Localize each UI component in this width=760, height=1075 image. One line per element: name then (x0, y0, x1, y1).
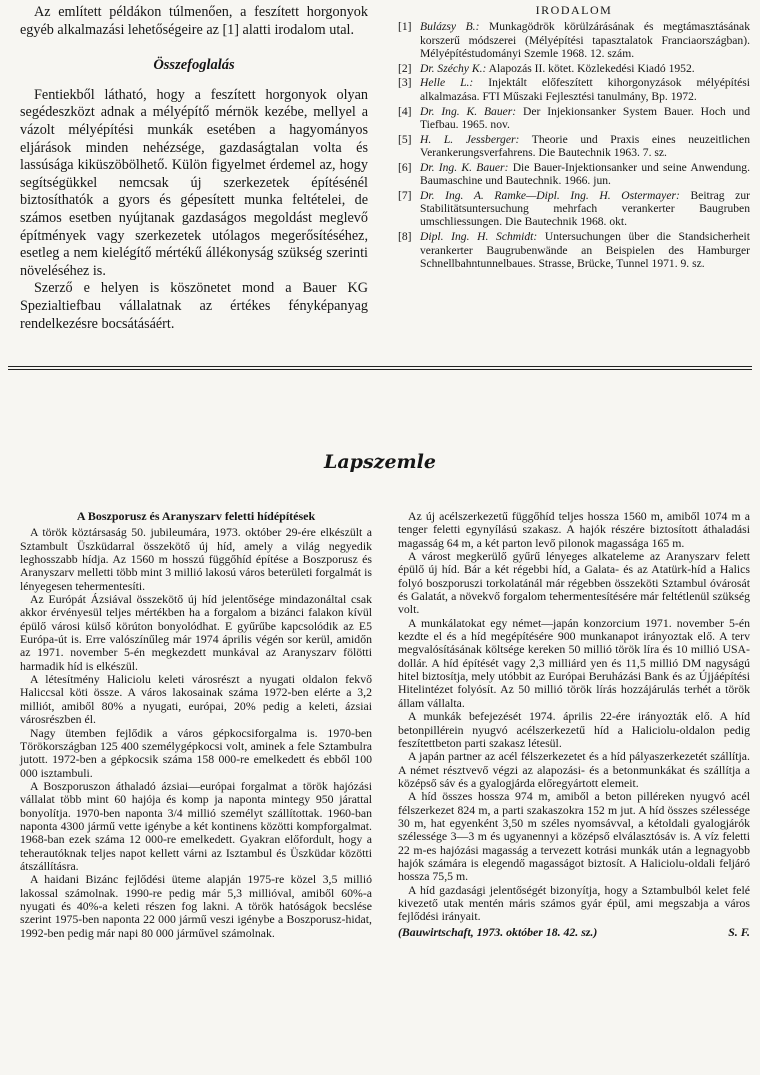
closing-paragraph: Az említett példákon túlmenően, a feszített horgonyok egyéb alkalmazási lehetőségeire az [1] alatti irodalom utal. (20, 4, 368, 38)
author-initials: S. F. (728, 924, 750, 939)
article-paragraph: A híd gazdasági jelentőségét bizonyítja, hogy a Sztambulból kelet felé kivezető utak mentén máris számos gyár épül, ami megszabja a város fejlődési irányait. (398, 882, 750, 924)
article-paragraph: A japán partner az acél félszerkezetet és a híd pályaszerkezetét szállítja. A német résztvevő végzi az alapozási- és a betonmunkákat és szállítja a középső sáv és a gyalogjárda előregyártott elemeit. (398, 749, 750, 790)
article-paragraph: Nagy ütemben fejlődik a város gépkocsiforgalma is. 1970-ben Törökországban 125 400 személygépkocsi volt, aminek a fele Sztambulra jutott. 1972-ben a gépkocsik száma 158 000-re emelkedett és ebből 100 000 isztambuli. (20, 725, 372, 780)
reference-text (420, 189, 750, 229)
article-right-body (398, 510, 750, 924)
reference-text (420, 76, 750, 103)
reference-body: Munkagödrök körülzárásának és megtámasztásának korszerű módszerei (Mélyépítési tapasztalatok Franciaországban). Mélyépítéstudományi Szemle 1968. 12. szám. (420, 20, 750, 60)
reference-body: Beitrag zur Stabilitätsuntersuchung mehrfach verankerter Baugruben umschliessungen. Die Bautechnik 1968. okt. (420, 188, 750, 229)
summary-heading: Összefoglalás (153, 57, 235, 74)
acknowledgement-paragraph: Szerző e helyen is köszönetet mond a Bauer KG Spezialtiefbau vállalatnak az értékes fényképanyag rendelkezésre bocsátásáért. (20, 280, 368, 332)
reference-number: [4] (398, 104, 412, 118)
references-title: IRODALOM (535, 3, 613, 17)
article-left-body (20, 526, 372, 940)
article-paragraph: A haidani Bizánc fejlődési üteme alapján 1975-re közel 3,5 millió lakossal számolnak. 1990-re pedig már 5,3 millióval, amiből 60%-a nyugati és 40%-a keleti részen fog lakni. A török hatóságok becslése szerint 1975-ben naponta 22 000 jármű veszi igénybe a Boszporusz-hidat, 1992-ben pedig már napi 80 000 járművel számolnak. (20, 872, 372, 940)
reference-author: Dipl. Ing. H. Schmidt: (420, 230, 538, 244)
references-column (398, 4, 750, 272)
reference-text (420, 230, 750, 270)
summary-paragraph: Fentiekből látható, hogy a feszített horgonyok olyan segédeszközt adnak a mélyépítő mérnök kezébe, mellyel a vázolt mélyépítési munkák esetében a hagyományos eljárások minden nehézsége, gazdaságtalan volta és lassúsága kiküszöbölhető. Külön figyelmet érdemel az, hogy segítségükkel nemcsak új szerkezetek építésénél biztosíthatók a gyors és gépesített munka feltételei, de számos esetben nyújtanak gazdaságos megoldást meglevő építmények vagy szerkezetek utólagos megerősítéséhez, esetleg a nem kielégítő mértékű állékonyság szükség szerinti növeléséhez is. (20, 86, 368, 279)
article-paragraph: Az Európát Ázsiával összekötő új híd jelentősége mindazonáltal csak akkor érvényesül teljes mértékben ha a forgalom a bizánci falakon kívül épülő városi külső körúton bonyolódhat. E gyűrűbe kapcsolódik az E5 Európa-út is. Erre valószínűleg már 1974 április végén sor kerül, amidőn az 1971. november 5-én megkezdett munkával az Aranyszarv fölötti harmadik híd is elkészül. (20, 592, 372, 673)
reference-author: Dr. Széchy K.: (420, 61, 487, 75)
article-right-column (398, 510, 750, 939)
article-paragraph: A híd összes hossza 974 m, amiből a beton pilléreken nyugvó acél félszerkezet 824 m, a parti szakaszokra 152 m jut. A híd összes szélessége 30 m, hat egyenként 3,50 m széles nyomsávval, a kétoldali gyalogjárók szélessége 3—3 m és ugyanennyi a középső elválasztósáv is. A víz feletti 22 m-es hajózási magasság a tervezett kotrási munkák után a legnagyobb hajók számára is elegendő magasságot biztosít. A Haliciolu-oldali feljáró hossza 75,5 m. (398, 789, 750, 884)
reference-body: Die Bauer-Injektionsanker und seine Anwendung. Baumaschine und Bautechnik. 1966. jun. (420, 160, 750, 188)
reference-item (398, 105, 750, 132)
reference-body: Alapozás II. kötet. Közlekedési Kiadó 1952. (486, 61, 695, 75)
article-paragraph: A Boszporuszon áthaladó ázsiai—európai forgalmat a török hajózási vállalat több mint 60 hajója és komp ja naponta mintegy 950 járattal bonyolítja. 1970-ben naponta 3/4 millió személyt szállítottak. 1960-ban naponta 4300 jármű vette igénybe a két kontinens közötti kompforgalmat. 1968-ban ezek száma 12 000-re emelkedett. Gyakran előfordult, hogy a teherautóknak teljes napot kellett várni az Isztambul és Üszküdar közötti átszállításra. (20, 778, 372, 873)
reference-text (420, 20, 750, 60)
top-left-column (20, 4, 368, 333)
article-paragraph: A török köztársaság 50. jubileumára, 1973. október 29-ére elkészült a Sztambult Üszküdarral összekötő új híd, amely a világ negyedik leghosszabb hídja. Az 1560 m hosszú függőhíd építése a Boszporusz és Aranyszarv melletti több mint 3 millió lakosú város beterületi forgalmát is lényegesen tehermentesíti. (20, 525, 372, 593)
reference-number: [5] (398, 132, 412, 146)
source-line (398, 926, 750, 939)
reference-text (420, 161, 750, 188)
article-paragraph: Az új acélszerkezetű függőhíd teljes hossza 1560 m, amiből 1074 m a tenger feletti egynyílású szakasz. A hajók részére biztosított áthaladási magasság 64 m, a két parton levő pilonok magassága 165 m. (398, 509, 750, 550)
reference-item (398, 161, 750, 188)
section-title: Lapszemle (324, 451, 436, 473)
divider-rule-bottom (8, 369, 752, 370)
article-title: A Boszporusz és Aranyszarv feletti hídépítések (76, 509, 316, 523)
reference-text (420, 133, 750, 160)
reference-number: [3] (398, 76, 412, 90)
reference-item (398, 189, 750, 229)
references-list (398, 20, 750, 270)
reference-item (398, 20, 750, 60)
reference-item (398, 230, 750, 270)
reference-author: Dr. Ing. K. Bauer: (420, 104, 517, 118)
article-left-column (20, 510, 372, 940)
reference-author: Dr. Ing. A. Ramke—Dipl. Ing. H. Ostermayer: (420, 188, 680, 202)
reference-body: Untersuchungen über die Standsicherheit verankerter Baugrubenwände an Beispielen des Hamburger Schnellbahntunnelbaues. Strasse, Brücke, Tunnel 1971. 9. sz. (420, 230, 750, 270)
reference-text (420, 105, 750, 132)
reference-author: Bulázsy B.: (420, 20, 480, 34)
article-paragraph: A munkák befejezését 1974. április 22-ére irányozták elő. A híd betonpillérein nyugvó acélszerkezetű híd a Haliciolu-oldalon pedig feszítettbeton parti szakasz létesül. (398, 709, 750, 750)
reference-number: [8] (398, 230, 412, 244)
reference-number: [1] (398, 20, 412, 34)
article-source: (Bauwirtschaft, 1973. október 18. 42. sz.) (398, 924, 598, 939)
article-paragraph: A munkálatokat egy német—japán konzorcium 1971. november 5-én kezdte el és a híd megépítésére 900 munkanapot irányoztak elő. A terv megvalósításának költsége kereken 50 millió török líra és 10 millió USA-dollár. A híd építését vagy 2,3 milliárd yen és 11,5 millió DM nagyságú hitel biztosítja, mely utóbbit az Európai Beruházási Bank és az Újjáépítési Hitelintézet folyósít. Az 50 millió török lírás hozzájárulás terhét a török állam vállalta. (398, 615, 750, 710)
reference-author: Dr. Ing. K. Bauer: (420, 160, 509, 174)
article-paragraph: A létesítmény Haliciolu keleti városrészt a nyugati oldalon fekvő Haliccsal köti össze. A város lakosainak száma 1972-ben elérte a 3,2 milliót, amiből 80% a nyugati, európai, 20% pedig a keleti, ázsiai városrészben él. (20, 672, 372, 727)
reference-body: Injektált előfeszített kihorgonyzások mélyépítési alkalmazása. FTI Műszaki Fejlesztési tanulmány, Bp. 1972. (420, 76, 750, 103)
reference-item (398, 62, 750, 75)
reference-author: H. L. Jessberger: (420, 132, 520, 146)
article-paragraph: A várost megkerülő gyűrű lényeges alkateleme az Aranyszarv felett épülő új híd. Bár a két régebbi híd, a Galata- és az Atatürk-híd a Halics folyó boszporuszi torkolatánál már régebben összeköti Sztambul óvárosát és Galatát, a növekvő forgalom tehermentesítésére már feltétlenül szükség volt. (398, 549, 750, 617)
reference-body: Der Injekionsanker System Bauer. Hoch und Tiefbau. 1965. nov. (420, 104, 751, 131)
reference-number: [6] (398, 160, 412, 174)
reference-text (420, 62, 750, 75)
reference-author: Helle L.: (420, 76, 474, 90)
divider-rule-top (8, 366, 752, 367)
reference-item (398, 76, 750, 103)
reference-number: [2] (398, 61, 412, 75)
reference-number: [7] (398, 188, 412, 202)
reference-item (398, 133, 750, 160)
reference-body: Theorie und Praxis eines neuzeitlichen Verankerungsverfahrens. Die Bautechnik 1963. 7. sz. (420, 132, 750, 159)
